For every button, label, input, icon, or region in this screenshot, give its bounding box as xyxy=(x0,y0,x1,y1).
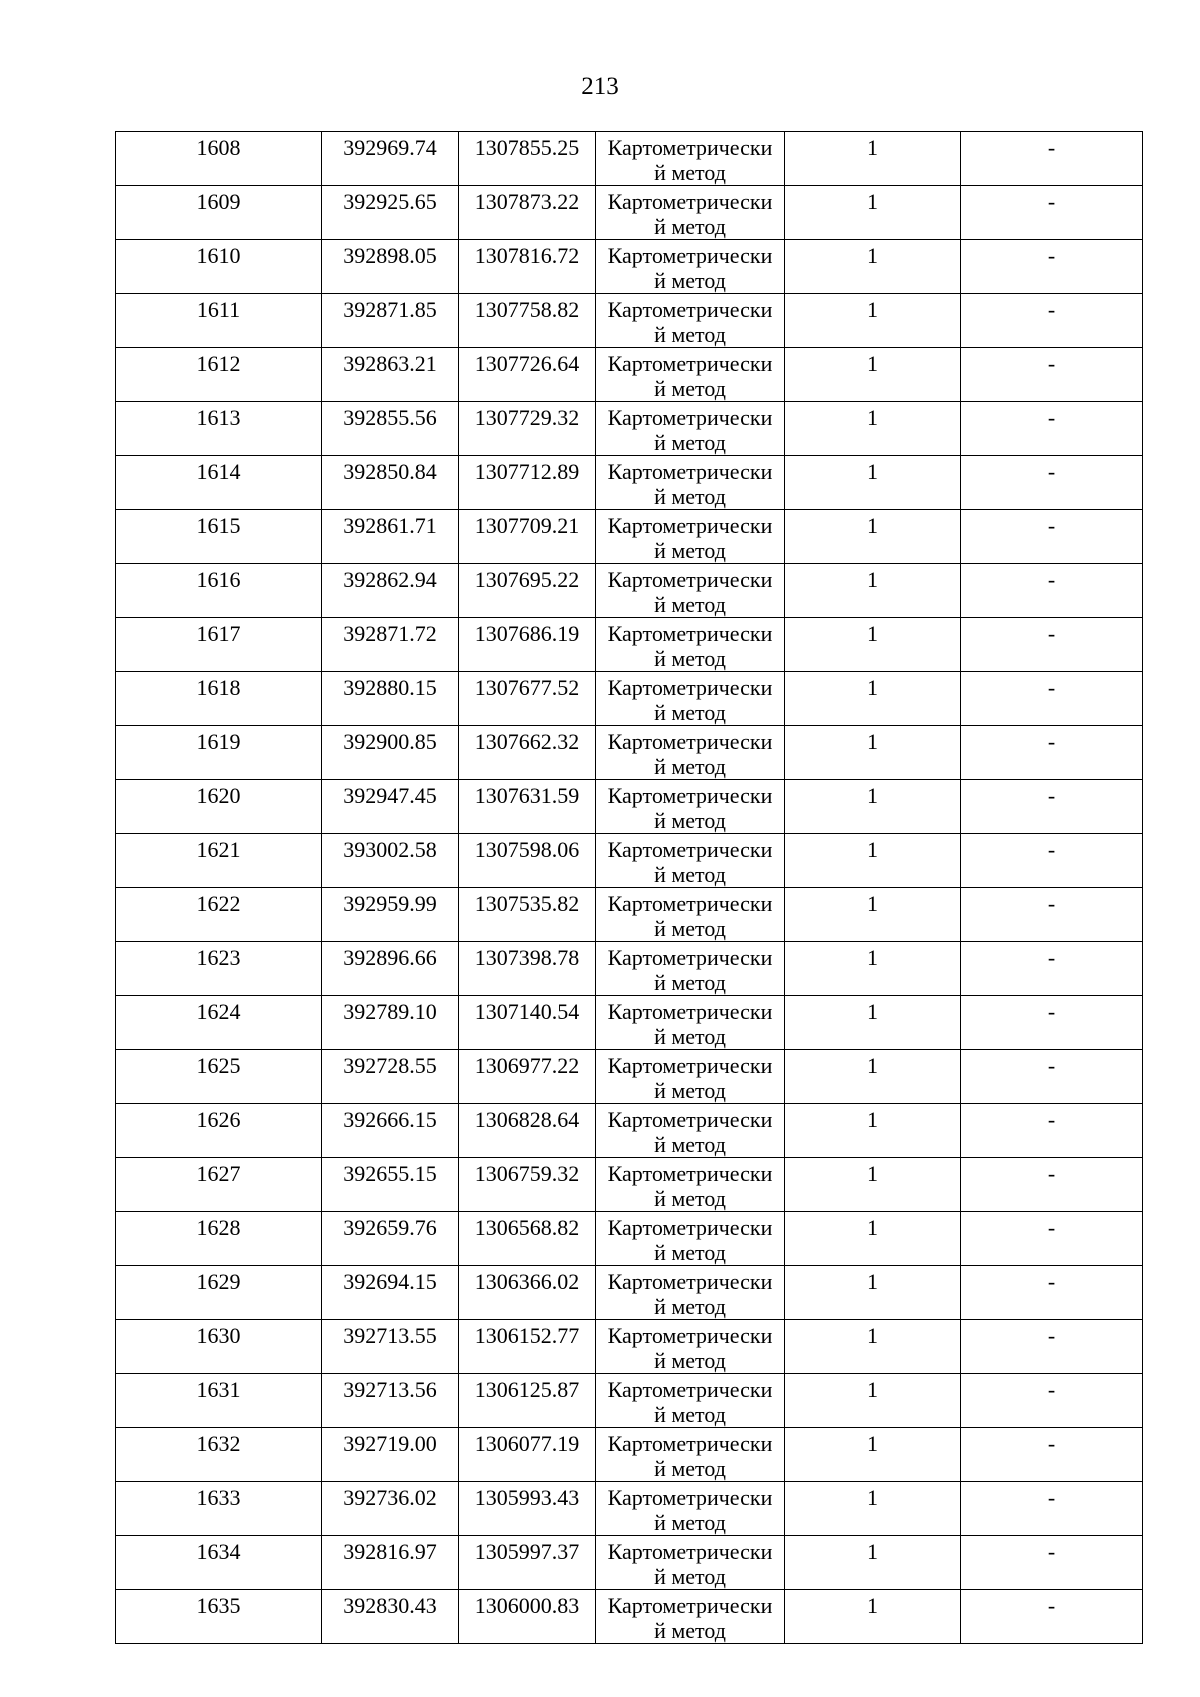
page-number: 213 xyxy=(581,73,619,100)
table-row xyxy=(116,672,1143,726)
point-number-cell: 1626 xyxy=(116,1104,322,1158)
note-cell: - xyxy=(961,1482,1143,1536)
y-coordinate-cell: 1306568.82 xyxy=(459,1212,596,1266)
note-cell: - xyxy=(961,186,1143,240)
point-number-cell: 1611 xyxy=(116,294,322,348)
method-cell: Картометрически й метод xyxy=(596,1590,785,1644)
accuracy-cell: 1 xyxy=(785,132,961,186)
table-row xyxy=(116,1266,1143,1320)
accuracy-cell: 1 xyxy=(785,1428,961,1482)
x-coordinate-cell: 392861.71 xyxy=(322,510,459,564)
coordinates-table xyxy=(115,131,1143,1644)
point-number-cell: 1634 xyxy=(116,1536,322,1590)
note-cell: - xyxy=(961,942,1143,996)
method-cell: Картометрически й метод xyxy=(596,726,785,780)
x-coordinate-cell: 392736.02 xyxy=(322,1482,459,1536)
note-cell: - xyxy=(961,564,1143,618)
point-number-cell: 1633 xyxy=(116,1482,322,1536)
x-coordinate-cell: 392896.66 xyxy=(322,942,459,996)
note-cell: - xyxy=(961,402,1143,456)
method-cell: Картометрически й метод xyxy=(596,1212,785,1266)
table-row xyxy=(116,294,1143,348)
note-cell: - xyxy=(961,510,1143,564)
accuracy-cell: 1 xyxy=(785,1050,961,1104)
method-cell: Картометрически й метод xyxy=(596,996,785,1050)
note-cell: - xyxy=(961,888,1143,942)
point-number-cell: 1622 xyxy=(116,888,322,942)
accuracy-cell: 1 xyxy=(785,294,961,348)
x-coordinate-cell: 392728.55 xyxy=(322,1050,459,1104)
table-row xyxy=(116,348,1143,402)
x-coordinate-cell: 392816.97 xyxy=(322,1536,459,1590)
accuracy-cell: 1 xyxy=(785,1482,961,1536)
x-coordinate-cell: 392789.10 xyxy=(322,996,459,1050)
accuracy-cell: 1 xyxy=(785,1266,961,1320)
y-coordinate-cell: 1306000.83 xyxy=(459,1590,596,1644)
method-cell: Картометрически й метод xyxy=(596,1482,785,1536)
y-coordinate-cell: 1306152.77 xyxy=(459,1320,596,1374)
table-row xyxy=(116,402,1143,456)
method-cell: Картометрически й метод xyxy=(596,564,785,618)
y-coordinate-cell: 1307398.78 xyxy=(459,942,596,996)
note-cell: - xyxy=(961,1212,1143,1266)
point-number-cell: 1635 xyxy=(116,1590,322,1644)
method-cell: Картометрически й метод xyxy=(596,1266,785,1320)
accuracy-cell: 1 xyxy=(785,618,961,672)
note-cell: - xyxy=(961,1428,1143,1482)
x-coordinate-cell: 392694.15 xyxy=(322,1266,459,1320)
accuracy-cell: 1 xyxy=(785,1536,961,1590)
point-number-cell: 1631 xyxy=(116,1374,322,1428)
x-coordinate-cell: 392850.84 xyxy=(322,456,459,510)
x-coordinate-cell: 392666.15 xyxy=(322,1104,459,1158)
note-cell: - xyxy=(961,726,1143,780)
y-coordinate-cell: 1307695.22 xyxy=(459,564,596,618)
y-coordinate-cell: 1307855.25 xyxy=(459,132,596,186)
accuracy-cell: 1 xyxy=(785,402,961,456)
y-coordinate-cell: 1307686.19 xyxy=(459,618,596,672)
point-number-cell: 1625 xyxy=(116,1050,322,1104)
method-cell: Картометрически й метод xyxy=(596,402,785,456)
y-coordinate-cell: 1306125.87 xyxy=(459,1374,596,1428)
note-cell: - xyxy=(961,240,1143,294)
note-cell: - xyxy=(961,834,1143,888)
y-coordinate-cell: 1306759.32 xyxy=(459,1158,596,1212)
table-row xyxy=(116,186,1143,240)
table-row xyxy=(116,564,1143,618)
accuracy-cell: 1 xyxy=(785,780,961,834)
x-coordinate-cell: 392871.72 xyxy=(322,618,459,672)
note-cell: - xyxy=(961,1374,1143,1428)
accuracy-cell: 1 xyxy=(785,1590,961,1644)
table-row xyxy=(116,1104,1143,1158)
x-coordinate-cell: 392862.94 xyxy=(322,564,459,618)
method-cell: Картометрически й метод xyxy=(596,240,785,294)
x-coordinate-cell: 392830.43 xyxy=(322,1590,459,1644)
point-number-cell: 1620 xyxy=(116,780,322,834)
accuracy-cell: 1 xyxy=(785,510,961,564)
note-cell: - xyxy=(961,348,1143,402)
method-cell: Картометрически й метод xyxy=(596,186,785,240)
point-number-cell: 1621 xyxy=(116,834,322,888)
x-coordinate-cell: 392659.76 xyxy=(322,1212,459,1266)
y-coordinate-cell: 1307662.32 xyxy=(459,726,596,780)
accuracy-cell: 1 xyxy=(785,672,961,726)
x-coordinate-cell: 392969.74 xyxy=(322,132,459,186)
note-cell: - xyxy=(961,1266,1143,1320)
point-number-cell: 1632 xyxy=(116,1428,322,1482)
accuracy-cell: 1 xyxy=(785,834,961,888)
table-row xyxy=(116,1158,1143,1212)
table-row xyxy=(116,1212,1143,1266)
table-row xyxy=(116,1374,1143,1428)
point-number-cell: 1612 xyxy=(116,348,322,402)
x-coordinate-cell: 392713.55 xyxy=(322,1320,459,1374)
y-coordinate-cell: 1305993.43 xyxy=(459,1482,596,1536)
point-number-cell: 1617 xyxy=(116,618,322,672)
y-coordinate-cell: 1307873.22 xyxy=(459,186,596,240)
table-row xyxy=(116,456,1143,510)
accuracy-cell: 1 xyxy=(785,1374,961,1428)
accuracy-cell: 1 xyxy=(785,564,961,618)
point-number-cell: 1627 xyxy=(116,1158,322,1212)
x-coordinate-cell: 392719.00 xyxy=(322,1428,459,1482)
table-row xyxy=(116,132,1143,186)
table-row xyxy=(116,510,1143,564)
x-coordinate-cell: 392880.15 xyxy=(322,672,459,726)
accuracy-cell: 1 xyxy=(785,348,961,402)
y-coordinate-cell: 1307140.54 xyxy=(459,996,596,1050)
table-row xyxy=(116,888,1143,942)
table-row xyxy=(116,780,1143,834)
accuracy-cell: 1 xyxy=(785,1158,961,1212)
point-number-cell: 1609 xyxy=(116,186,322,240)
x-coordinate-cell: 392925.65 xyxy=(322,186,459,240)
x-coordinate-cell: 393002.58 xyxy=(322,834,459,888)
note-cell: - xyxy=(961,996,1143,1050)
method-cell: Картометрически й метод xyxy=(596,456,785,510)
point-number-cell: 1629 xyxy=(116,1266,322,1320)
method-cell: Картометрически й метод xyxy=(596,294,785,348)
table-row xyxy=(116,618,1143,672)
note-cell: - xyxy=(961,1320,1143,1374)
point-number-cell: 1616 xyxy=(116,564,322,618)
method-cell: Картометрически й метод xyxy=(596,510,785,564)
y-coordinate-cell: 1307726.64 xyxy=(459,348,596,402)
accuracy-cell: 1 xyxy=(785,1104,961,1158)
point-number-cell: 1618 xyxy=(116,672,322,726)
table-row xyxy=(116,996,1143,1050)
method-cell: Картометрически й метод xyxy=(596,1104,785,1158)
method-cell: Картометрически й метод xyxy=(596,834,785,888)
table-row xyxy=(116,1428,1143,1482)
method-cell: Картометрически й метод xyxy=(596,942,785,996)
note-cell: - xyxy=(961,294,1143,348)
x-coordinate-cell: 392947.45 xyxy=(322,780,459,834)
note-cell: - xyxy=(961,1050,1143,1104)
note-cell: - xyxy=(961,1536,1143,1590)
y-coordinate-cell: 1307729.32 xyxy=(459,402,596,456)
accuracy-cell: 1 xyxy=(785,240,961,294)
x-coordinate-cell: 392655.15 xyxy=(322,1158,459,1212)
accuracy-cell: 1 xyxy=(785,186,961,240)
point-number-cell: 1608 xyxy=(116,132,322,186)
note-cell: - xyxy=(961,456,1143,510)
note-cell: - xyxy=(961,132,1143,186)
x-coordinate-cell: 392900.85 xyxy=(322,726,459,780)
accuracy-cell: 1 xyxy=(785,1320,961,1374)
y-coordinate-cell: 1305997.37 xyxy=(459,1536,596,1590)
point-number-cell: 1628 xyxy=(116,1212,322,1266)
table-row xyxy=(116,942,1143,996)
coordinates-table-body xyxy=(116,132,1143,1644)
y-coordinate-cell: 1306828.64 xyxy=(459,1104,596,1158)
method-cell: Картометрически й метод xyxy=(596,132,785,186)
accuracy-cell: 1 xyxy=(785,1212,961,1266)
point-number-cell: 1623 xyxy=(116,942,322,996)
y-coordinate-cell: 1306077.19 xyxy=(459,1428,596,1482)
y-coordinate-cell: 1307631.59 xyxy=(459,780,596,834)
table-row xyxy=(116,240,1143,294)
x-coordinate-cell: 392713.56 xyxy=(322,1374,459,1428)
method-cell: Картометрически й метод xyxy=(596,618,785,672)
point-number-cell: 1630 xyxy=(116,1320,322,1374)
method-cell: Картометрически й метод xyxy=(596,348,785,402)
accuracy-cell: 1 xyxy=(785,942,961,996)
method-cell: Картометрически й метод xyxy=(596,888,785,942)
method-cell: Картометрически й метод xyxy=(596,1158,785,1212)
table-row xyxy=(116,1590,1143,1644)
note-cell: - xyxy=(961,1590,1143,1644)
table-row xyxy=(116,1536,1143,1590)
method-cell: Картометрически й метод xyxy=(596,1536,785,1590)
y-coordinate-cell: 1307677.52 xyxy=(459,672,596,726)
note-cell: - xyxy=(961,618,1143,672)
accuracy-cell: 1 xyxy=(785,996,961,1050)
point-number-cell: 1624 xyxy=(116,996,322,1050)
table-row xyxy=(116,834,1143,888)
x-coordinate-cell: 392871.85 xyxy=(322,294,459,348)
x-coordinate-cell: 392863.21 xyxy=(322,348,459,402)
y-coordinate-cell: 1307816.72 xyxy=(459,240,596,294)
x-coordinate-cell: 392959.99 xyxy=(322,888,459,942)
y-coordinate-cell: 1306366.02 xyxy=(459,1266,596,1320)
y-coordinate-cell: 1307758.82 xyxy=(459,294,596,348)
y-coordinate-cell: 1307598.06 xyxy=(459,834,596,888)
table-row xyxy=(116,726,1143,780)
table-row xyxy=(116,1050,1143,1104)
method-cell: Картометрически й метод xyxy=(596,1320,785,1374)
note-cell: - xyxy=(961,1104,1143,1158)
y-coordinate-cell: 1307535.82 xyxy=(459,888,596,942)
point-number-cell: 1613 xyxy=(116,402,322,456)
method-cell: Картометрически й метод xyxy=(596,1374,785,1428)
method-cell: Картометрически й метод xyxy=(596,780,785,834)
point-number-cell: 1615 xyxy=(116,510,322,564)
y-coordinate-cell: 1306977.22 xyxy=(459,1050,596,1104)
point-number-cell: 1610 xyxy=(116,240,322,294)
note-cell: - xyxy=(961,672,1143,726)
x-coordinate-cell: 392898.05 xyxy=(322,240,459,294)
method-cell: Картометрически й метод xyxy=(596,1428,785,1482)
y-coordinate-cell: 1307709.21 xyxy=(459,510,596,564)
table-row xyxy=(116,1320,1143,1374)
point-number-cell: 1614 xyxy=(116,456,322,510)
method-cell: Картометрически й метод xyxy=(596,1050,785,1104)
y-coordinate-cell: 1307712.89 xyxy=(459,456,596,510)
accuracy-cell: 1 xyxy=(785,726,961,780)
point-number-cell: 1619 xyxy=(116,726,322,780)
note-cell: - xyxy=(961,780,1143,834)
table-row xyxy=(116,1482,1143,1536)
accuracy-cell: 1 xyxy=(785,888,961,942)
note-cell: - xyxy=(961,1158,1143,1212)
accuracy-cell: 1 xyxy=(785,456,961,510)
x-coordinate-cell: 392855.56 xyxy=(322,402,459,456)
method-cell: Картометрически й метод xyxy=(596,672,785,726)
